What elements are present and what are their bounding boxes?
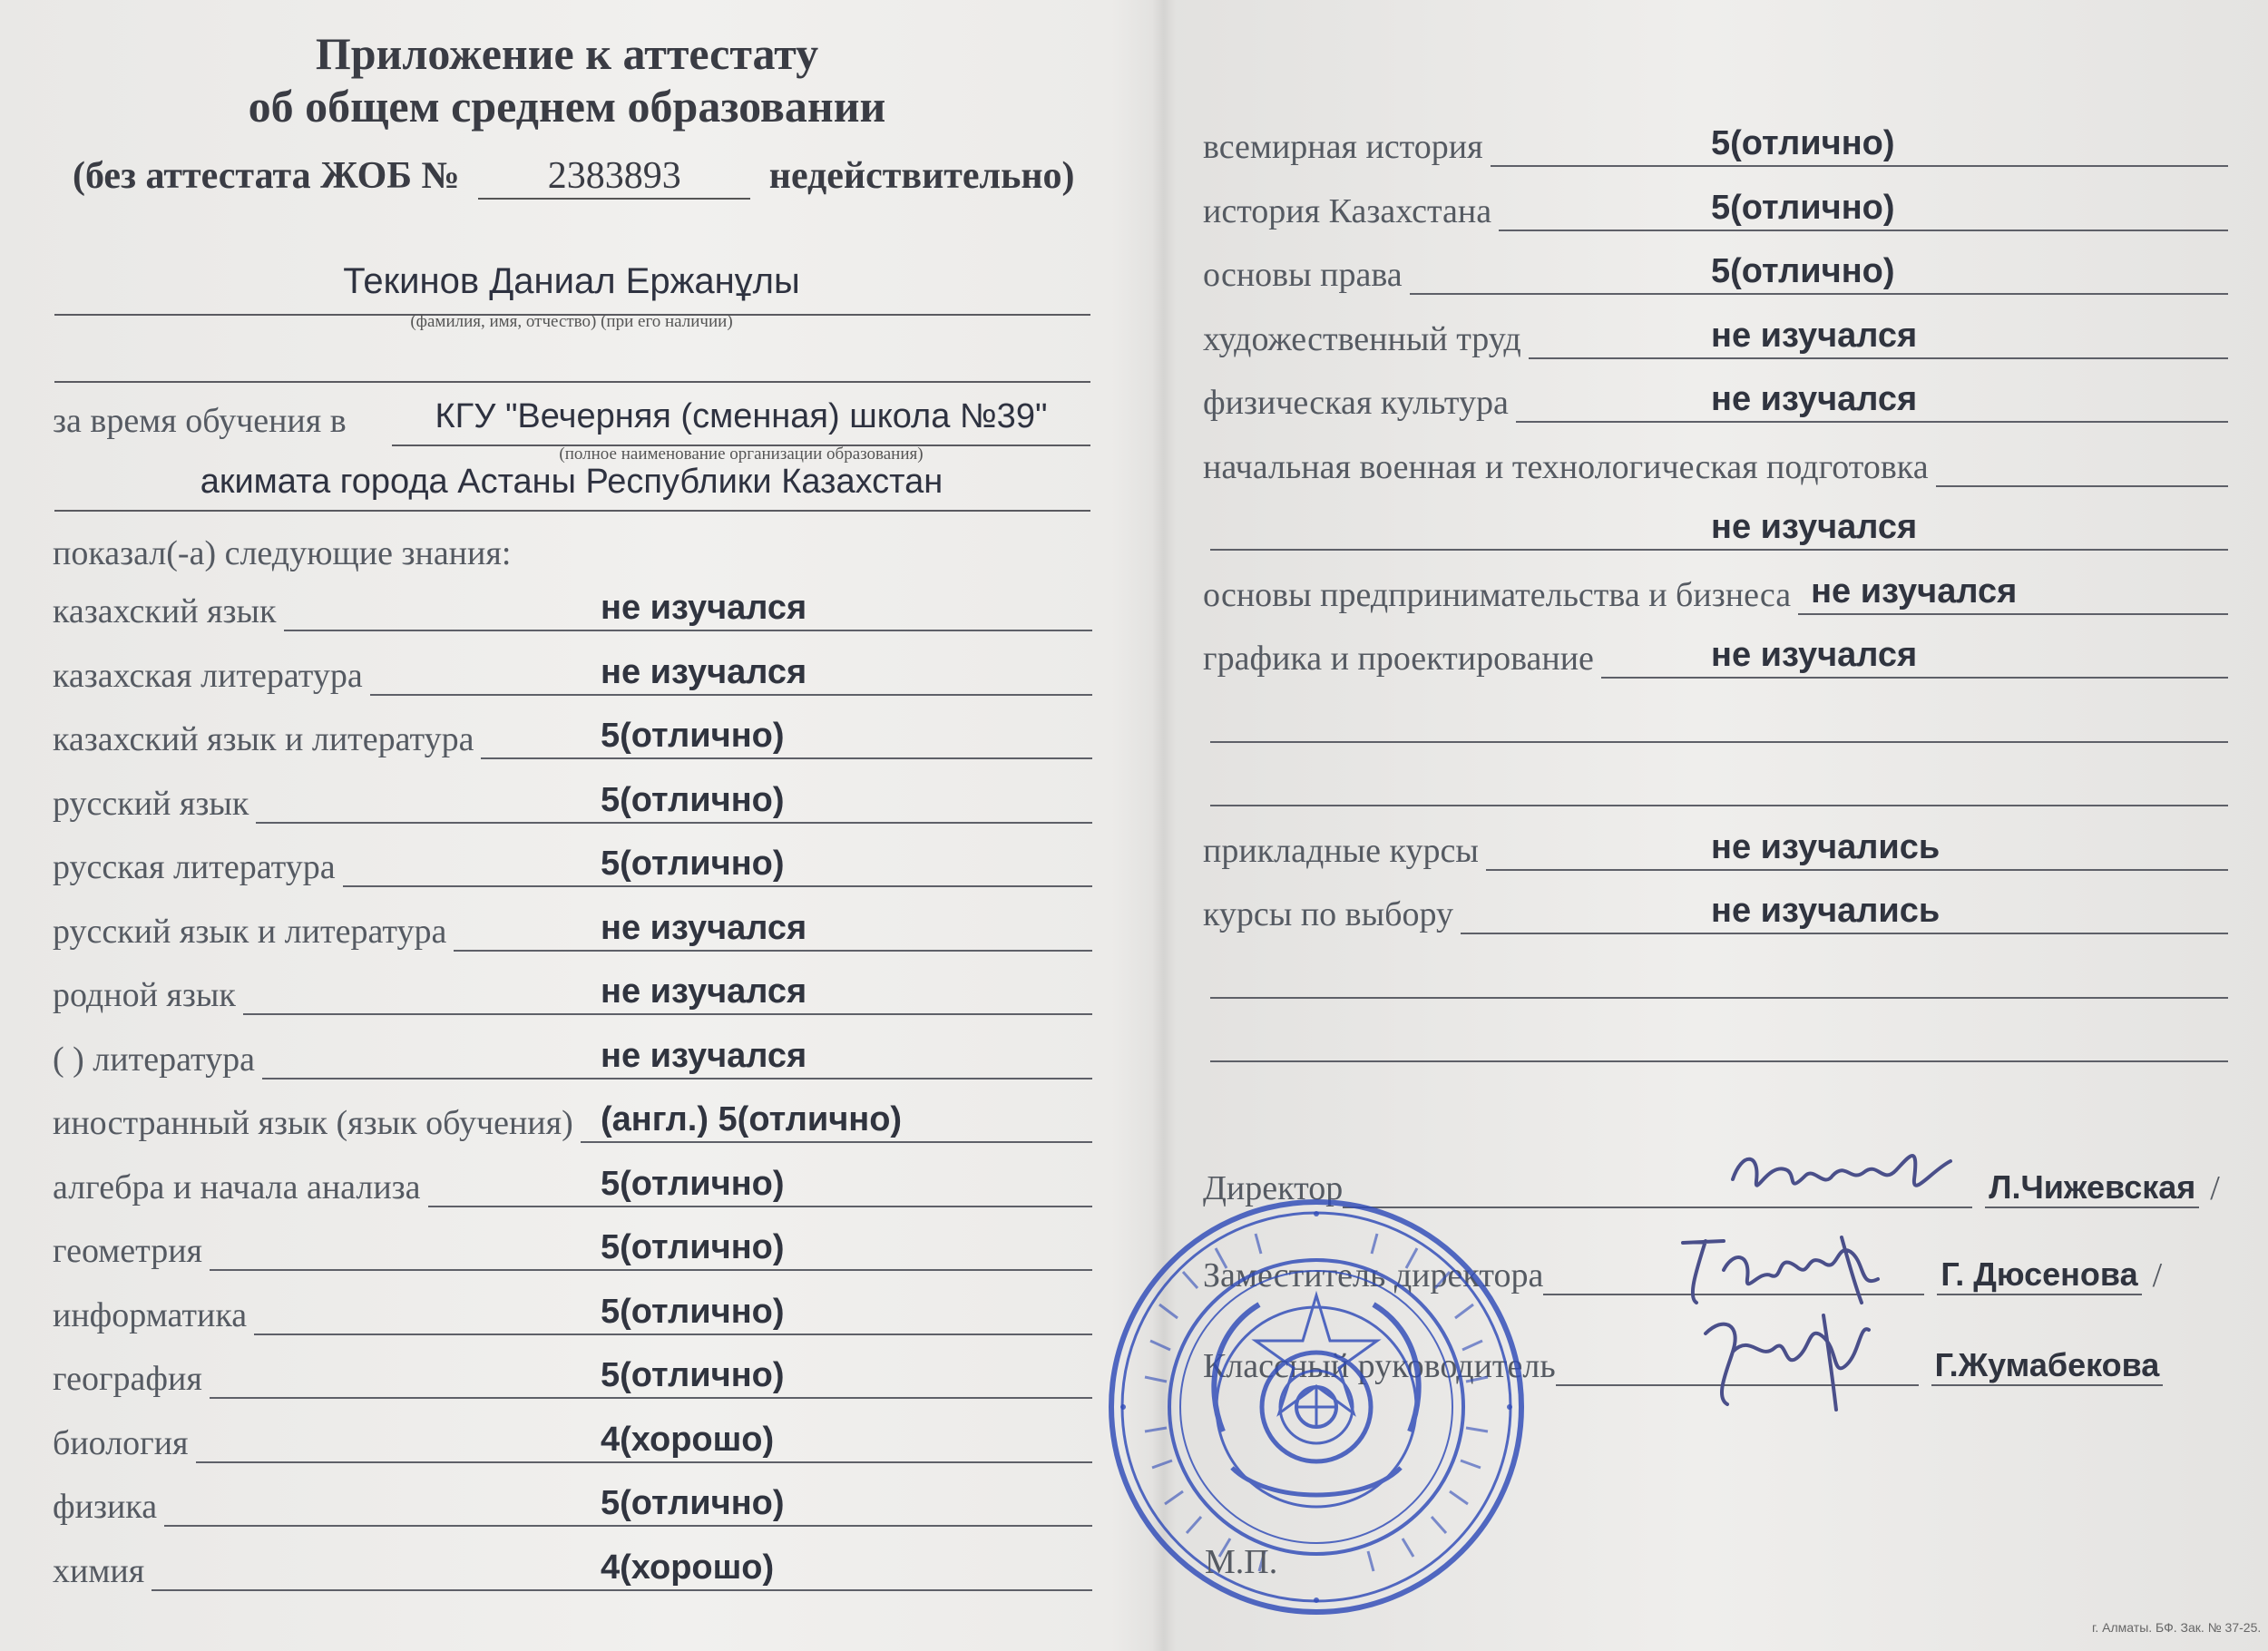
subject-label: биология: [53, 1423, 189, 1462]
subject-row: [1203, 756, 2228, 806]
subject-grade: не изучался: [601, 1036, 807, 1075]
subject-row: [1203, 116, 2228, 167]
cert-suffix: недействительно): [768, 155, 1075, 197]
subject-grade: 4(хорошо): [601, 1420, 775, 1459]
school-name-line2: акимата города Астаны Республики Казахстан: [200, 463, 943, 501]
class-teacher-name: Г.Жумабекова: [1931, 1346, 2164, 1386]
subject-grade: 5(отлично): [601, 1228, 785, 1266]
subject-label: физика: [53, 1488, 158, 1526]
subject-label: география: [53, 1360, 202, 1398]
subject-label: всемирная история: [1203, 128, 1483, 166]
subject-label: графика и проектирование: [1203, 640, 1594, 678]
stamp-place-label: М.П.: [1205, 1543, 1278, 1581]
subject-row: [1203, 628, 2228, 679]
director-label: Директор: [1203, 1169, 1344, 1207]
subject-row: [1203, 436, 2228, 487]
subject-label: история Казахстана: [1203, 191, 1492, 230]
subject-grade: не изучался: [601, 652, 807, 691]
subject-grade: не изучался: [1711, 636, 1918, 674]
deputy-label: Заместитель директора: [1203, 1256, 1544, 1294]
subject-row: [1203, 692, 2228, 743]
subject-row: [1203, 500, 2228, 551]
subject-grade: (англ.) 5(отлично): [601, 1100, 903, 1138]
grade-line: [1499, 186, 2228, 231]
grade-line: [1461, 889, 2228, 934]
subject-row: [53, 581, 1092, 631]
cert-number: 2383893: [478, 154, 750, 200]
cert-number-line: [73, 154, 1075, 200]
director-signature: [1724, 1125, 1960, 1225]
subject-grade: 5(отлично): [601, 780, 785, 819]
subject-label: казахский язык: [53, 592, 277, 630]
subject-grade: 5(отлично): [1711, 124, 1895, 162]
school-prefix: за время обучения в: [53, 402, 347, 440]
subject-row: [53, 1540, 1092, 1591]
grade-line: [1798, 570, 2228, 615]
subject-grade: не изучался: [601, 908, 807, 947]
subject-grade: 4(хорошо): [601, 1548, 775, 1587]
grade-line: [284, 586, 1092, 631]
subject-row: [53, 645, 1092, 696]
grade-line: [243, 970, 1092, 1015]
subject-row: [53, 708, 1092, 759]
subject-label: информатика: [53, 1295, 248, 1334]
subject-row: [1203, 820, 2228, 871]
subject-grade: не изучался: [1811, 572, 2018, 611]
subject-grade: не изучался: [1711, 508, 1918, 546]
subject-row: [53, 1157, 1092, 1207]
school-caption: (полное наименование организации образования): [559, 444, 924, 464]
subject-label: русская литература: [53, 848, 336, 886]
grade-line: [1601, 633, 2228, 679]
knowledge-label: показал(-а) следующие знания:: [53, 534, 512, 572]
deputy-name: Г. Дюсенова: [1937, 1255, 2141, 1295]
subject-label: родной язык: [53, 976, 236, 1014]
subject-label: алгебра и начала анализа: [53, 1167, 421, 1206]
subject-label: русский язык: [53, 784, 249, 823]
subject-grade: 5(отлично): [1711, 252, 1895, 290]
subject-grade: не изучался: [1711, 380, 1918, 418]
subject-label: химия: [53, 1551, 145, 1590]
class-teacher-signature: [1687, 1297, 1896, 1415]
subject-grade: 5(отлично): [601, 1484, 785, 1522]
grade-line: [1210, 505, 2228, 551]
subject-row: [53, 901, 1092, 952]
grade-line: [1516, 377, 2228, 423]
subject-grade: 5(отлично): [1711, 188, 1895, 227]
subject-grade: 5(отлично): [601, 1292, 785, 1331]
subject-row: [53, 1285, 1092, 1335]
student-name: Текинов Даниал Ержанұлы: [343, 261, 800, 301]
grade-line: [370, 650, 1092, 696]
grade-line: [164, 1481, 1092, 1527]
grade-line: [152, 1546, 1092, 1591]
subject-row: [1203, 884, 2228, 934]
subject-label: начальная военная и технологическая подготовка: [1203, 447, 1929, 486]
subject-label: ( ) литература: [53, 1040, 255, 1079]
grade-line: [254, 1290, 1092, 1335]
cert-prefix: (без аттестата ЖОБ №: [73, 155, 460, 197]
subject-grade: не изучался: [601, 589, 807, 627]
grade-line: [1210, 698, 2228, 743]
grade-line: [1210, 761, 2228, 806]
printer-note: г. Алматы. БФ. Зак. № 37-25.: [2092, 1620, 2262, 1635]
director-name: Л.Чижевская: [1985, 1168, 2199, 1208]
subject-row: [1203, 948, 2228, 999]
subject-row: [1203, 564, 2228, 615]
subject-grade: 5(отлично): [601, 1164, 785, 1203]
subject-label: основы предпринимательства и бизнеса: [1203, 575, 1792, 614]
subject-grade: не изучался: [1711, 316, 1918, 355]
class-teacher-label: Классный руководитель: [1203, 1347, 1556, 1385]
subject-label: прикладные курсы: [1203, 831, 1479, 870]
subject-row: [53, 1092, 1092, 1143]
subject-row: [53, 964, 1092, 1015]
grade-line: [1486, 826, 2228, 871]
subject-row: [53, 1348, 1092, 1399]
subject-row: [1203, 1011, 2228, 1062]
grade-line: [343, 842, 1092, 887]
grade-line: [1529, 314, 2228, 359]
subject-row: [1203, 372, 2228, 423]
grade-line: [262, 1034, 1092, 1080]
subject-row: [53, 1029, 1092, 1080]
subject-label: русский язык и литература: [53, 912, 447, 951]
subject-label: физическая культура: [1203, 384, 1509, 422]
grade-line: [210, 1353, 1092, 1399]
grade-line: [581, 1098, 1092, 1143]
subject-label: геометрия: [53, 1232, 203, 1270]
grade-line: [256, 778, 1092, 824]
grade-line: [196, 1418, 1092, 1463]
grade-line: [1410, 249, 2228, 295]
subject-grade: 5(отлично): [601, 717, 785, 755]
subject-grade: 5(отлично): [601, 1356, 785, 1394]
subject-row: [53, 773, 1092, 824]
subject-label: казахская литература: [53, 656, 363, 695]
subject-grade: не изучались: [1711, 827, 1941, 866]
grade-line: [210, 1226, 1092, 1271]
grade-line: [1210, 953, 2228, 999]
subject-row: [53, 1220, 1092, 1271]
subject-row: [53, 836, 1092, 887]
subject-label: иностранный язык (язык обучения): [53, 1104, 573, 1142]
doc-title-line2: об общем среднем образовании: [248, 81, 886, 132]
subject-row: [1203, 181, 2228, 231]
grade-line: [454, 906, 1092, 952]
grade-line: [1491, 122, 2228, 167]
subject-row: [1203, 308, 2228, 359]
blank-line: [54, 381, 1090, 383]
subject-row: [53, 1412, 1092, 1463]
grade-line: [428, 1162, 1092, 1207]
subject-grade: 5(отлично): [601, 845, 785, 883]
subject-label: художественный труд: [1203, 319, 1521, 358]
subject-grade: не изучались: [1711, 892, 1941, 930]
director-slash: /: [2210, 1169, 2220, 1207]
subject-label: основы права: [1203, 256, 1403, 294]
subject-grade: не изучался: [601, 972, 807, 1011]
school-underline-2: [54, 510, 1090, 512]
doc-title-line1: Приложение к аттестату: [315, 28, 819, 79]
name-caption: (фамилия, имя, отчество) (при его наличии): [410, 312, 733, 331]
subject-row: [1203, 244, 2228, 295]
school-name-line1: КГУ "Вечерняя (сменная) школа №39": [435, 397, 1048, 435]
subject-row: [53, 1476, 1092, 1527]
grade-line: [1936, 442, 2228, 487]
subject-label: курсы по выбору: [1203, 895, 1453, 933]
grade-line: [1210, 1017, 2228, 1062]
subject-label: казахский язык и литература: [53, 720, 474, 758]
grade-line: [481, 714, 1092, 759]
deputy-slash: /: [2152, 1256, 2163, 1294]
official-stamp-icon: [1105, 1196, 1528, 1618]
